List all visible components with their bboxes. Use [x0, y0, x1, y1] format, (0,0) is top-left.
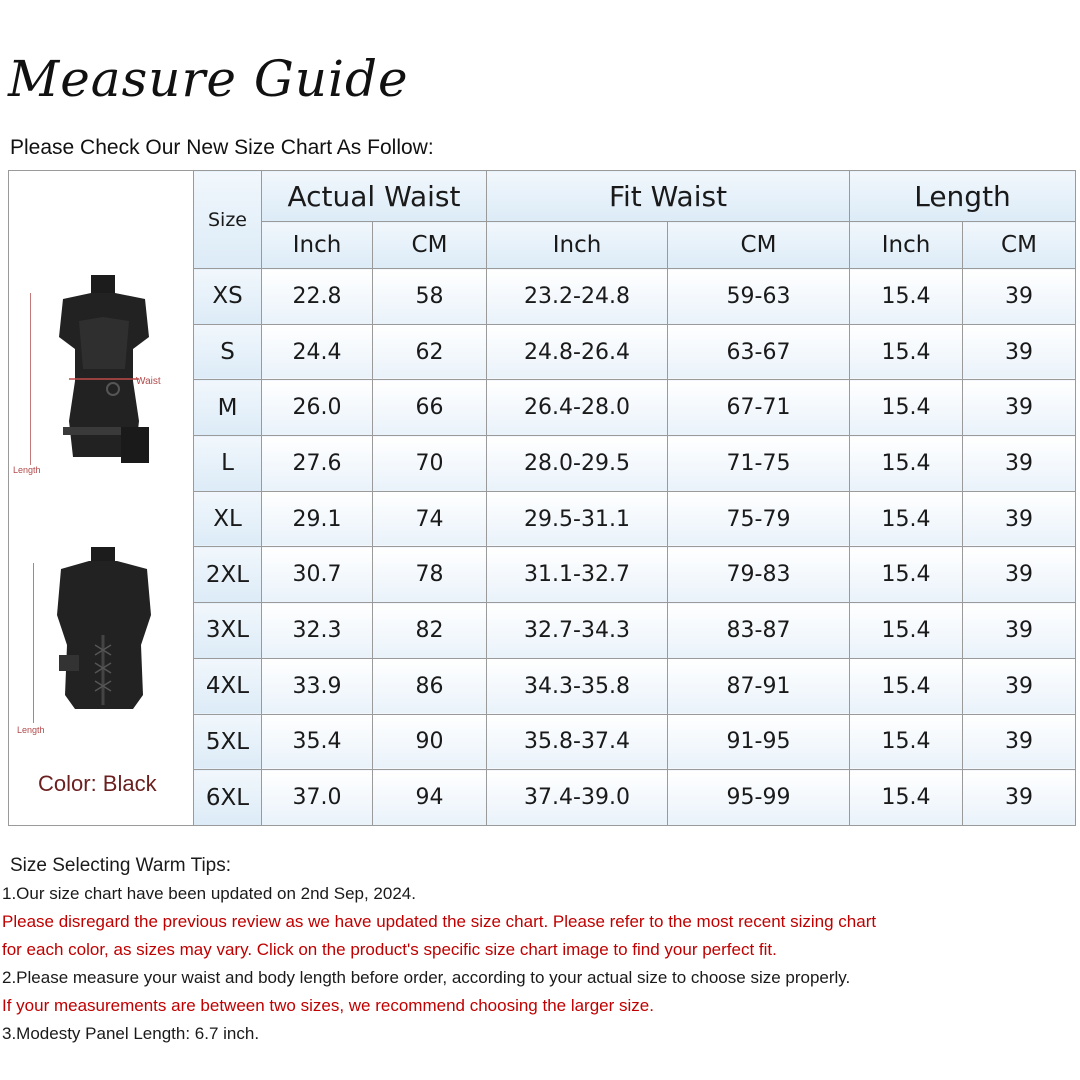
- table-cell: 23.2-24.8: [487, 269, 668, 325]
- table-cell: 15.4: [850, 770, 963, 826]
- length-measure-line-back: [33, 563, 34, 723]
- table-cell: 79-83: [668, 547, 850, 603]
- table-cell: 95-99: [668, 770, 850, 826]
- length-label-back: Length: [17, 725, 45, 735]
- table-cell: 39: [963, 269, 1076, 325]
- table-cell: 24.4: [262, 324, 373, 380]
- size-cell: XL: [194, 491, 262, 547]
- corset-front-image: [49, 271, 159, 471]
- table-row: [194, 603, 1076, 659]
- size-cell: 2XL: [194, 547, 262, 603]
- table-cell: 82: [373, 603, 487, 659]
- table-cell: 58: [373, 269, 487, 325]
- table-cell: 39: [963, 547, 1076, 603]
- table-cell: 78: [373, 547, 487, 603]
- table-cell: 31.1-32.7: [487, 547, 668, 603]
- length-header: Length: [850, 171, 1076, 222]
- color-label: Color: Black: [38, 771, 157, 796]
- page-subtitle: Please Check Our New Size Chart As Follow:: [10, 136, 434, 159]
- table-cell: 15.4: [850, 547, 963, 603]
- table-cell: 37.4-39.0: [487, 770, 668, 826]
- unit-header: Inch: [850, 222, 963, 269]
- tips-heading: Size Selecting Warm Tips:: [10, 855, 232, 876]
- table-cell: 39: [963, 770, 1076, 826]
- table-row: [194, 491, 1076, 547]
- table-cell: 63-67: [668, 324, 850, 380]
- table-cell: 62: [373, 324, 487, 380]
- unit-header: Inch: [487, 222, 668, 269]
- table-cell: 71-75: [668, 436, 850, 492]
- unit-header: Inch: [262, 222, 373, 269]
- unit-header: CM: [963, 222, 1076, 269]
- table-cell: 15.4: [850, 269, 963, 325]
- table-cell: 39: [963, 658, 1076, 714]
- size-cell: 3XL: [194, 603, 262, 659]
- length-measure-line-front: [30, 293, 31, 465]
- table-cell: 26.0: [262, 380, 373, 436]
- table-cell: 66: [373, 380, 487, 436]
- unit-header: CM: [373, 222, 487, 269]
- table-cell: 28.0-29.5: [487, 436, 668, 492]
- table-cell: 15.4: [850, 380, 963, 436]
- size-tips: [2, 852, 876, 1048]
- table-row: [194, 269, 1076, 325]
- table-row: [194, 658, 1076, 714]
- size-cell: XS: [194, 269, 262, 325]
- table-cell: 30.7: [262, 547, 373, 603]
- tip-notice-line: Please disregard the previous review as we have updated the size chart. Please refer to the most recent sizing chart: [2, 912, 877, 931]
- size-cell: 5XL: [194, 714, 262, 770]
- size-chart-table: [193, 170, 1076, 826]
- table-cell: 39: [963, 380, 1076, 436]
- table-row: [194, 436, 1076, 492]
- table-row: [194, 380, 1076, 436]
- corset-back-image: [51, 545, 157, 715]
- table-cell: 26.4-28.0: [487, 380, 668, 436]
- table-row: [194, 714, 1076, 770]
- table-cell: 34.3-35.8: [487, 658, 668, 714]
- table-cell: 87-91: [668, 658, 850, 714]
- table-cell: 15.4: [850, 436, 963, 492]
- table-cell: 35.8-37.4: [487, 714, 668, 770]
- table-cell: 15.4: [850, 714, 963, 770]
- table-cell: 39: [963, 714, 1076, 770]
- table-cell: 15.4: [850, 658, 963, 714]
- table-cell: 90: [373, 714, 487, 770]
- product-image-panel: [8, 170, 193, 826]
- tip-line: 2.Please measure your waist and body length before order, according to your actual size to choose size properly.: [2, 968, 851, 987]
- table-cell: 74: [373, 491, 487, 547]
- table-row: [194, 547, 1076, 603]
- page-title: Measure Guide: [8, 50, 409, 108]
- table-cell: 59-63: [668, 269, 850, 325]
- table-cell: 15.4: [850, 603, 963, 659]
- length-label-front: Length: [13, 465, 41, 475]
- size-cell: S: [194, 324, 262, 380]
- table-cell: 75-79: [668, 491, 850, 547]
- table-cell: 91-95: [668, 714, 850, 770]
- table-cell: 35.4: [262, 714, 373, 770]
- waist-label: Waist: [136, 376, 161, 387]
- table-cell: 39: [963, 324, 1076, 380]
- fit-waist-header: Fit Waist: [487, 171, 850, 222]
- tip-line: 1.Our size chart have been updated on 2nd Sep, 2024.: [2, 884, 416, 903]
- table-row: [194, 324, 1076, 380]
- table-cell: 33.9: [262, 658, 373, 714]
- table-cell: 37.0: [262, 770, 373, 826]
- size-cell: 4XL: [194, 658, 262, 714]
- table-cell: 83-87: [668, 603, 850, 659]
- table-cell: 32.3: [262, 603, 373, 659]
- table-cell: 32.7-34.3: [487, 603, 668, 659]
- table-cell: 39: [963, 436, 1076, 492]
- table-cell: 39: [963, 491, 1076, 547]
- table-row: [194, 770, 1076, 826]
- actual-waist-header: Actual Waist: [262, 171, 487, 222]
- tip-notice-line: If your measurements are between two sizes, we recommend choosing the larger size.: [2, 996, 654, 1015]
- table-cell: 15.4: [850, 491, 963, 547]
- size-cell: L: [194, 436, 262, 492]
- unit-header: CM: [668, 222, 850, 269]
- table-cell: 94: [373, 770, 487, 826]
- table-cell: 15.4: [850, 324, 963, 380]
- table-cell: 70: [373, 436, 487, 492]
- tip-notice-line: for each color, as sizes may vary. Click on the product's specific size chart image to find your perfect fit.: [2, 940, 777, 959]
- size-cell: 6XL: [194, 770, 262, 826]
- table-cell: 29.5-31.1: [487, 491, 668, 547]
- table-cell: 27.6: [262, 436, 373, 492]
- table-cell: 24.8-26.4: [487, 324, 668, 380]
- size-cell: M: [194, 380, 262, 436]
- table-cell: 29.1: [262, 491, 373, 547]
- table-cell: 22.8: [262, 269, 373, 325]
- tip-line: 3.Modesty Panel Length: 6.7 inch.: [2, 1024, 260, 1043]
- table-cell: 39: [963, 603, 1076, 659]
- size-column-header: Size: [194, 171, 262, 269]
- table-cell: 86: [373, 658, 487, 714]
- table-cell: 67-71: [668, 380, 850, 436]
